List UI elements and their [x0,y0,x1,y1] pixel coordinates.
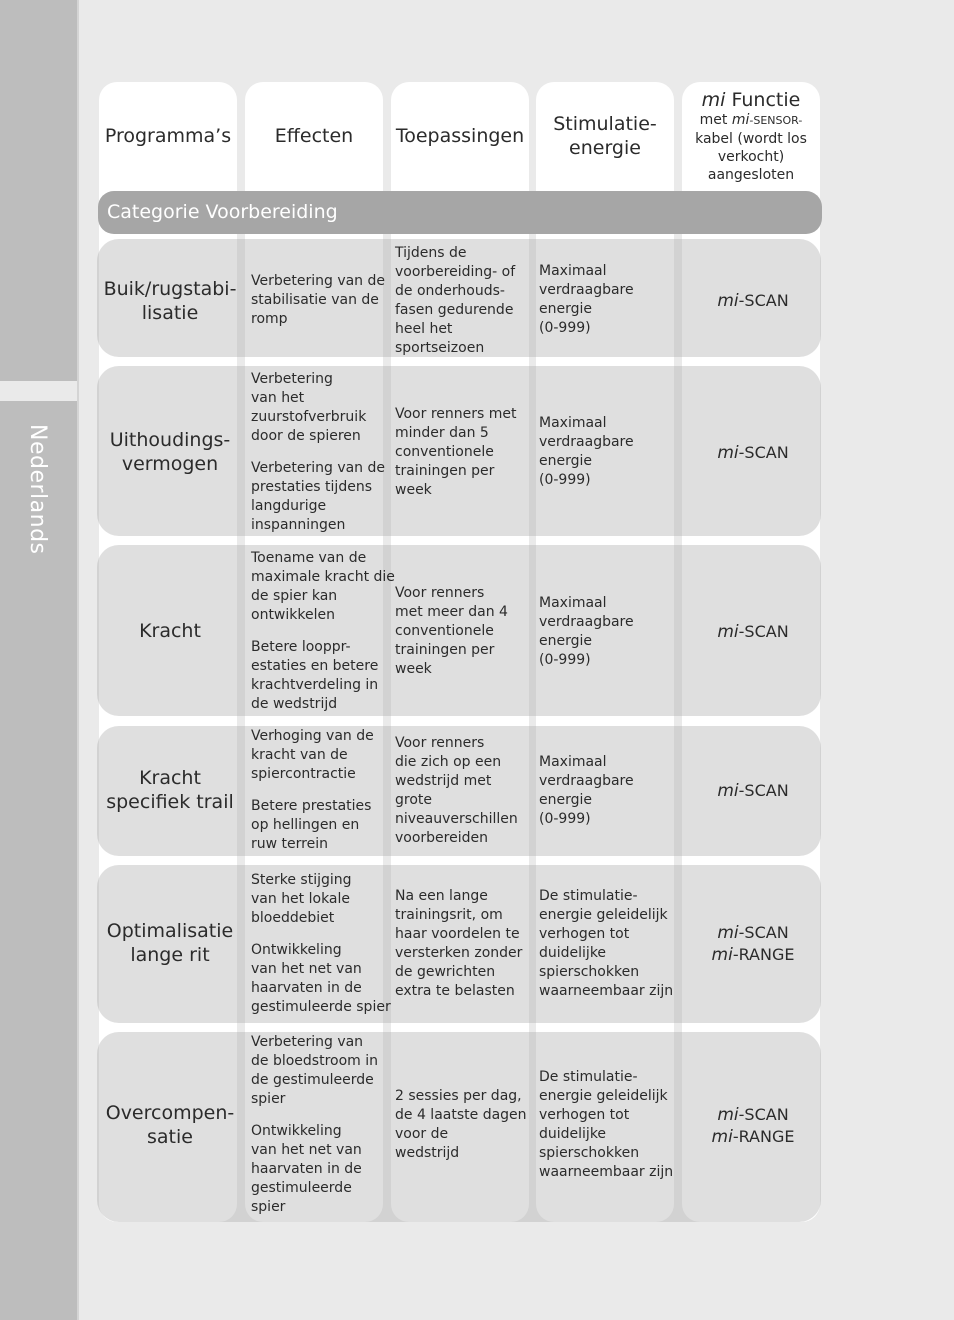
header-effects: Effecten [274,125,354,147]
energy-line: verdraagbare [539,434,634,450]
mi-mode: -SCAN [738,1105,789,1124]
mi-logo-icon: mi [717,622,739,642]
applications-line: wedstrijd met [395,773,492,789]
mi-logo-icon: mi [717,781,739,801]
program-line: vermogen [121,453,219,475]
effects-line: haarvaten in de [251,1161,362,1177]
effects-line: kracht van de [251,747,348,763]
energy-line: (0-999) [539,320,591,336]
effects-line: Betere prestaties [251,798,372,814]
energy-cell [539,414,634,490]
applications-line: grote [395,792,433,808]
effects-line: ruw terrein [251,836,328,852]
header-mi-line2 [700,111,803,130]
program-label [96,919,244,967]
effects-line: Betere looppr- [251,639,351,655]
mi-mode: -SCAN [738,443,789,462]
energy-line: Maximaal [539,595,607,611]
effects-line: de wedstrijd [251,696,338,712]
applications-line: trainingen per [395,463,495,479]
applications-line: Tijdens de [395,245,467,261]
header-mi-line2-b: -SENSOR- [749,113,803,127]
effects-line: haarvaten in de [251,980,362,996]
energy-line: duidelijke [539,945,607,961]
effects-line: spier [251,1091,286,1107]
energy-line: energie geleidelijk [539,907,668,923]
header-applications: Toepassingen [395,125,525,147]
energy-line: waarneembaar zijn [539,1164,674,1180]
mi-logo-icon: mi [711,1127,733,1147]
applications-line: niveauverschillen [395,811,518,827]
effects-line: inspanningen [251,517,346,533]
sidebar-upper [0,0,77,381]
energy-cell [539,594,634,670]
effects-line: estaties en betere [251,658,379,674]
effects-line: gestimuleerde [251,1180,352,1196]
applications-line: voorbereiding- of [395,264,516,280]
header-mi-line3: kabel (wordt los [695,130,807,147]
applications-line: Voor renners [395,735,485,751]
effects-cell [251,1033,378,1217]
applications-line: wedstrijd [395,1145,460,1161]
applications-line: voorbereiden [395,830,488,846]
header-mi-title [702,89,801,111]
effects-line: Verbetering van [251,1034,364,1050]
effects-cell [251,727,374,854]
energy-line: duidelijke [539,1126,607,1142]
effects-line: Verbetering van de [251,460,386,476]
applications-line: Voor renners met [395,406,517,422]
effects-line: Verbetering [251,371,333,387]
energy-line: energie [539,453,592,469]
mi-mode: -SCAN [738,622,789,641]
program-label [96,619,244,643]
mi-value [683,780,823,802]
mi-cell [683,780,823,802]
mi-logo-icon: mi [717,1105,739,1125]
energy-line: verdraagbare [539,614,634,630]
applications-line: sportseizoen [395,340,485,356]
program-line: satie [147,1126,193,1148]
energy-cell [539,262,634,338]
mi-value [683,290,823,312]
mi-mode: -RANGE [732,1127,795,1146]
applications-line: conventionele [395,444,494,460]
energy-cell [539,887,673,1001]
program-line: Overcompen- [105,1102,235,1124]
program-line: specifiek trail [106,791,234,813]
program-line: Uithoudings- [109,429,231,451]
effects-line: romp [251,311,288,327]
applications-line: trainingsrit, om [395,907,503,923]
mi-value [683,1104,823,1126]
header-mi-line4: verkocht) [717,148,785,165]
energy-cell [539,1068,673,1182]
effects-line: Toename van de [251,550,367,566]
mi-logo-icon: mi [717,291,739,311]
mi-logo-icon: mi [731,111,750,128]
mi-mode: -RANGE [732,945,795,964]
header-energy-line1: Stimulatie- [553,113,657,135]
applications-cell [395,734,518,848]
effects-line: van het [251,390,305,406]
applications-line: haar voordelen te [395,926,520,942]
mi-mode: -SCAN [738,781,789,800]
program-label [96,277,244,325]
effects-line: spier [251,1199,286,1215]
mi-cell [683,922,823,966]
effects-line: Sterke stijging [251,872,352,888]
mi-logo-icon: mi [701,88,726,111]
energy-line: (0-999) [539,811,591,827]
mi-cell [683,290,823,312]
program-line: Kracht [139,767,201,789]
effects-line: Ontwikkeling [251,942,342,958]
energy-line: waarneembaar zijn [539,983,674,999]
energy-line: Maximaal [539,415,607,431]
applications-cell [395,405,517,500]
energy-line: verhogen tot [539,926,630,942]
energy-line: verdraagbare [539,773,634,789]
category-bar: Categorie Voorbereiding [98,191,822,234]
effects-line: de spier kan [251,588,338,604]
energy-cell [539,753,634,829]
mi-cell [683,1104,823,1148]
effects-line: krachtverdeling in [251,677,379,693]
mi-value [683,1126,823,1148]
energy-line: verhogen tot [539,1107,630,1123]
energy-line: energie geleidelijk [539,1088,668,1104]
energy-line: spierschokken [539,1145,640,1161]
effects-line: spiercontractie [251,766,356,782]
program-line: Optimalisatie [106,920,234,942]
energy-line: energie [539,633,592,649]
effects-line: Ontwikkeling [251,1123,342,1139]
effects-line: de gestimuleerde [251,1072,374,1088]
header-mi-function [682,84,820,188]
applications-line: 2 sessies per dag, [395,1088,522,1104]
effects-cell [251,272,385,329]
header-mi-line2-a: met [699,111,732,128]
energy-line: (0-999) [539,652,591,668]
header-mi-line5: aangesloten [707,166,795,183]
effects-line: de bloedstroom in [251,1053,379,1069]
header-energy-line2: energie [569,137,641,159]
energy-line: Maximaal [539,263,607,279]
effects-cell [251,871,391,1017]
applications-line: week [395,482,432,498]
effects-cell [251,549,395,714]
effects-line: maximale kracht die [251,569,395,585]
energy-line: Maximaal [539,754,607,770]
effects-line: ontwikkelen [251,607,335,623]
effects-line: prestaties tijdens [251,479,372,495]
program-label [96,766,244,814]
effects-line: Verhoging van de [251,728,374,744]
energy-line: verdraagbare [539,282,634,298]
effects-line: Verbetering van de [251,273,386,289]
applications-line: de 4 laatste dagen [395,1107,527,1123]
language-tab-label: Nederlands [25,424,50,555]
mi-value [683,442,823,464]
mi-mode: -SCAN [738,923,789,942]
program-line: Kracht [139,620,201,642]
applications-line: Na een lange [395,888,488,904]
effects-line: van het lokale [251,891,351,907]
applications-line: voor de [395,1126,449,1142]
mi-value [683,922,823,944]
mi-cell [683,621,823,643]
mi-logo-icon: mi [711,945,733,965]
applications-line: week [395,661,432,677]
energy-line: spierschokken [539,964,640,980]
energy-line: energie [539,792,592,808]
header-programs: Programma’s [104,125,232,147]
header-energy [536,84,674,188]
mi-cell [683,442,823,464]
applications-line: fasen gedurende [395,302,514,318]
applications-line: trainingen per [395,642,495,658]
applications-cell [395,244,515,358]
effects-line: stabilisatie van de [251,292,379,308]
mi-value [683,944,823,966]
program-line: Buik/rugstabi- [103,278,237,300]
energy-line: De stimulatie- [539,888,638,904]
applications-line: de onderhouds- [395,283,505,299]
applications-line: conventionele [395,623,494,639]
program-line: lange rit [130,944,210,966]
header-mi-title-text: Functie [725,88,801,111]
mi-logo-icon: mi [717,443,739,463]
applications-cell [395,584,508,679]
effects-line: bloeddebiet [251,910,335,926]
program-label [96,428,244,476]
applications-line: Voor renners [395,585,485,601]
energy-line: (0-999) [539,472,591,488]
applications-cell [395,887,522,1001]
energy-line: De stimulatie- [539,1069,638,1085]
applications-line: minder dan 5 [395,425,489,441]
effects-line: van het net van [251,1142,362,1158]
effects-line: zuurstofverbruik [251,409,367,425]
applications-line: de gewrichten [395,964,496,980]
applications-line: heel het [395,321,453,337]
applications-line: die zich op een [395,754,502,770]
effects-line: door de spieren [251,428,361,444]
mi-mode: -SCAN [738,291,789,310]
effects-line: langdurige [251,498,327,514]
effects-line: gestimuleerde spier [251,999,391,1015]
applications-line: met meer dan 4 [395,604,508,620]
applications-line: versterken zonder [395,945,523,961]
sidebar-divider [77,0,79,1320]
effects-line: van het net van [251,961,362,977]
program-label [96,1101,244,1149]
energy-line: energie [539,301,592,317]
mi-logo-icon: mi [717,923,739,943]
applications-line: extra te belasten [395,983,515,999]
effects-line: op hellingen en [251,817,360,833]
applications-cell [395,1087,527,1163]
effects-cell [251,370,385,535]
program-line: lisatie [141,302,199,324]
mi-value [683,621,823,643]
